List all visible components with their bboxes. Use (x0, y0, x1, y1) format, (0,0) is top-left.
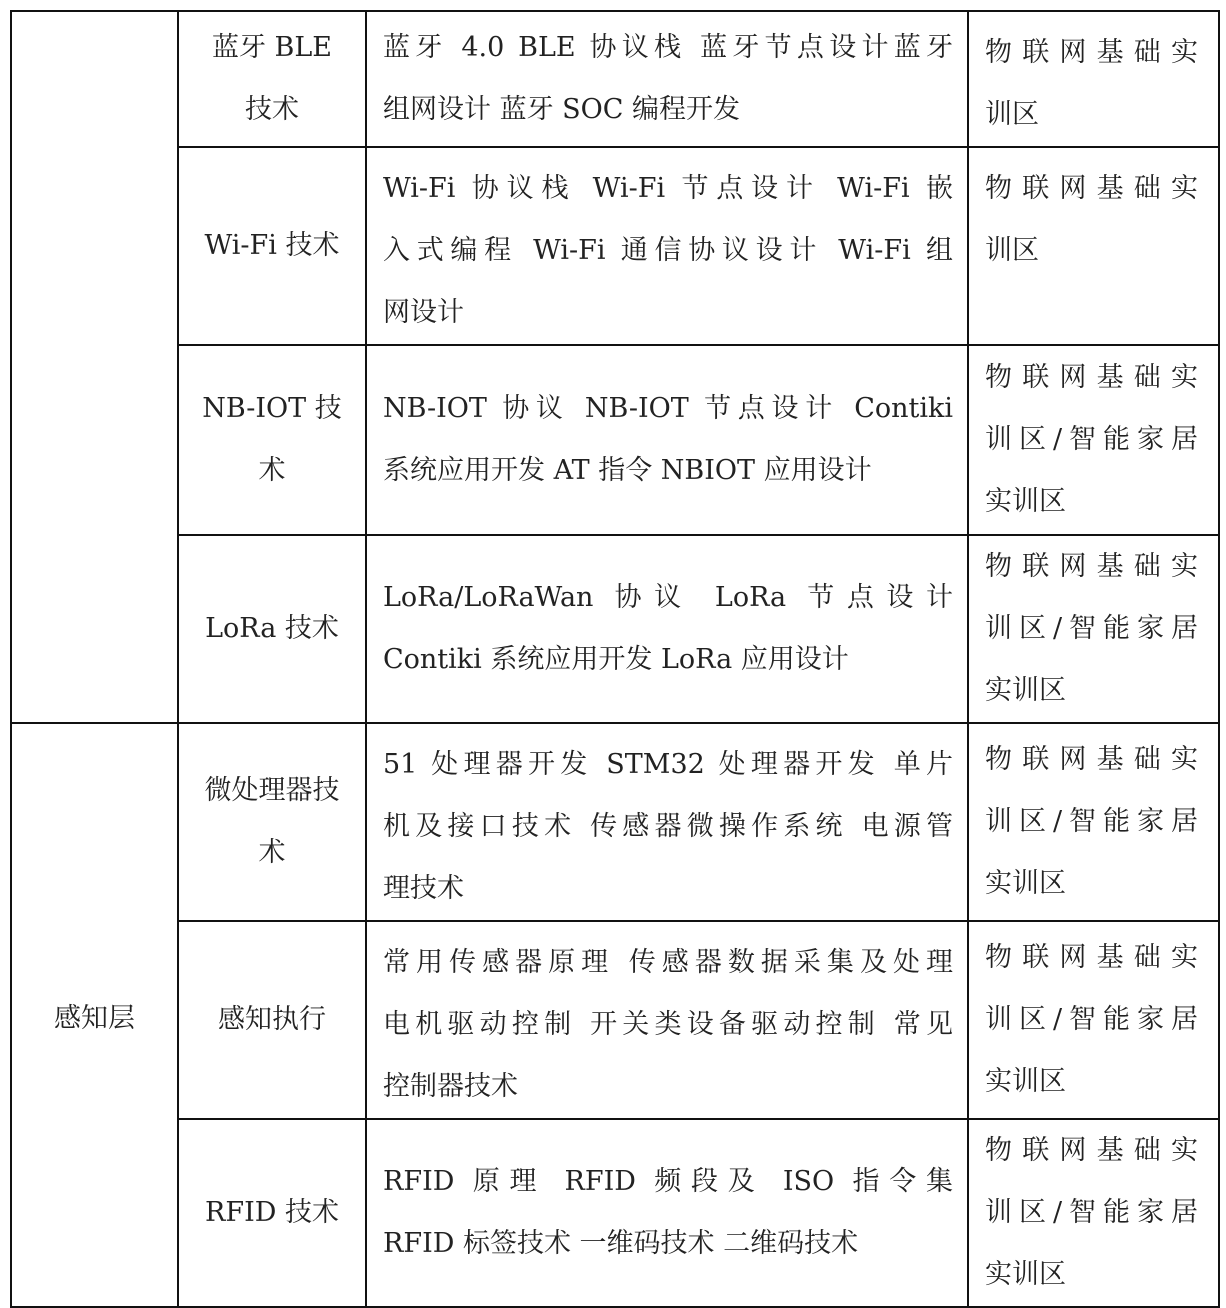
area-cell-line: 训区/智能家居 (985, 613, 1198, 644)
content-cell (366, 11, 968, 147)
content-cell (366, 723, 968, 921)
tech-cell-line: RFID 技术 (205, 1197, 339, 1228)
tech-cell (178, 147, 366, 345)
layer-cell (11, 723, 178, 1307)
area-cell-line: 物联网基础实 (985, 551, 1198, 582)
layer-cell-empty (11, 11, 178, 723)
area-cell (968, 147, 1219, 345)
area-cell-line: 实训区 (985, 1066, 1066, 1097)
table-row (11, 535, 1219, 723)
content-cell (366, 1119, 968, 1307)
content-cell-line: Wi-Fi 协议栈 Wi-Fi 节点设计 Wi-Fi 嵌 (383, 173, 953, 204)
area-cell-line: 训区/智能家居 (985, 1197, 1198, 1228)
tech-cell (178, 11, 366, 147)
area-cell (968, 345, 1219, 535)
curriculum-table (10, 10, 1220, 1308)
area-cell (968, 921, 1219, 1119)
tech-cell (178, 1119, 366, 1307)
table-row (11, 11, 1219, 147)
tech-cell-line: LoRa 技术 (205, 613, 339, 644)
area-cell (968, 1119, 1219, 1307)
content-cell-line: 入式编程 Wi-Fi 通信协议设计 Wi-Fi 组 (383, 235, 953, 266)
content-cell-line: 51 处理器开发 STM32 处理器开发 单片 (383, 749, 953, 780)
tech-cell (178, 535, 366, 723)
area-cell-line: 物联网基础实 (985, 942, 1198, 973)
content-cell (366, 921, 968, 1119)
table-row (11, 345, 1219, 535)
table-row (11, 147, 1219, 345)
area-cell-line: 物联网基础实 (985, 744, 1198, 775)
area-cell-line: 实训区 (985, 675, 1066, 706)
content-cell-line: RFID 标签技术 一维码技术 二维码技术 (383, 1228, 859, 1259)
content-cell (366, 345, 968, 535)
content-cell-line: 机及接口技术 传感器微操作系统 电源管 (383, 811, 953, 842)
table-row (11, 921, 1219, 1119)
content-cell-line: NB-IOT 协议 NB-IOT 节点设计 Contiki (383, 393, 953, 424)
tech-cell-line: 感知执行 (218, 1004, 326, 1035)
area-cell (968, 11, 1219, 147)
area-cell-line: 物联网基础实 (985, 1135, 1198, 1166)
table-row (11, 1119, 1219, 1307)
area-cell-line: 训区/智能家居 (985, 806, 1198, 837)
tech-cell-line: 蓝牙 BLE (211, 32, 333, 63)
tech-cell-line: 技术 (245, 94, 299, 125)
area-cell-line: 训区 (985, 235, 1039, 266)
tech-cell-line: NB-IOT 技 (202, 393, 342, 424)
table-row (11, 723, 1219, 921)
content-cell-line: 系统应用开发 AT 指令 NBIOT 应用设计 (383, 455, 872, 486)
area-cell-line: 物联网基础实 (985, 173, 1198, 204)
area-cell (968, 723, 1219, 921)
area-cell-line: 实训区 (985, 1259, 1066, 1290)
content-cell-line: LoRa/LoRaWan 协议 LoRa 节点设计 (383, 582, 953, 613)
tech-cell-line: 微处理器技 (204, 775, 340, 806)
tech-cell (178, 345, 366, 535)
area-cell (968, 535, 1219, 723)
area-cell-line: 训区/智能家居 (985, 424, 1198, 455)
content-cell (366, 535, 968, 723)
layer-label: 感知层 (54, 1002, 135, 1034)
area-cell-line: 物联网基础实 (985, 37, 1198, 68)
tech-cell-line: 术 (258, 837, 286, 868)
area-cell-line: 训区/智能家居 (985, 1004, 1198, 1035)
tech-cell (178, 921, 366, 1119)
content-cell-line: 组网设计 蓝牙 SOC 编程开发 (383, 94, 741, 125)
content-cell-line: 蓝牙 4.0 BLE 协议栈 蓝牙节点设计蓝牙 (383, 32, 953, 63)
area-cell-line: 实训区 (985, 868, 1066, 899)
content-cell-line: RFID 原理 RFID 频段及 ISO 指令集 (383, 1166, 953, 1197)
area-cell-line: 物联网基础实 (985, 362, 1198, 393)
content-cell-line: Contiki 系统应用开发 LoRa 应用设计 (383, 644, 849, 675)
content-cell-line: 控制器技术 (383, 1071, 518, 1102)
content-cell-line: 网设计 (383, 297, 464, 328)
content-cell-line: 电机驱动控制 开关类设备驱动控制 常见 (383, 1009, 953, 1040)
tech-cell-line: 术 (258, 455, 286, 486)
content-cell-line: 理技术 (383, 873, 464, 904)
tech-cell (178, 723, 366, 921)
tech-cell-line: Wi-Fi 技术 (204, 230, 340, 261)
area-cell-line: 训区 (985, 99, 1039, 130)
content-cell-line: 常用传感器原理 传感器数据采集及处理 (383, 947, 953, 978)
content-cell (366, 147, 968, 345)
area-cell-line: 实训区 (985, 486, 1066, 517)
